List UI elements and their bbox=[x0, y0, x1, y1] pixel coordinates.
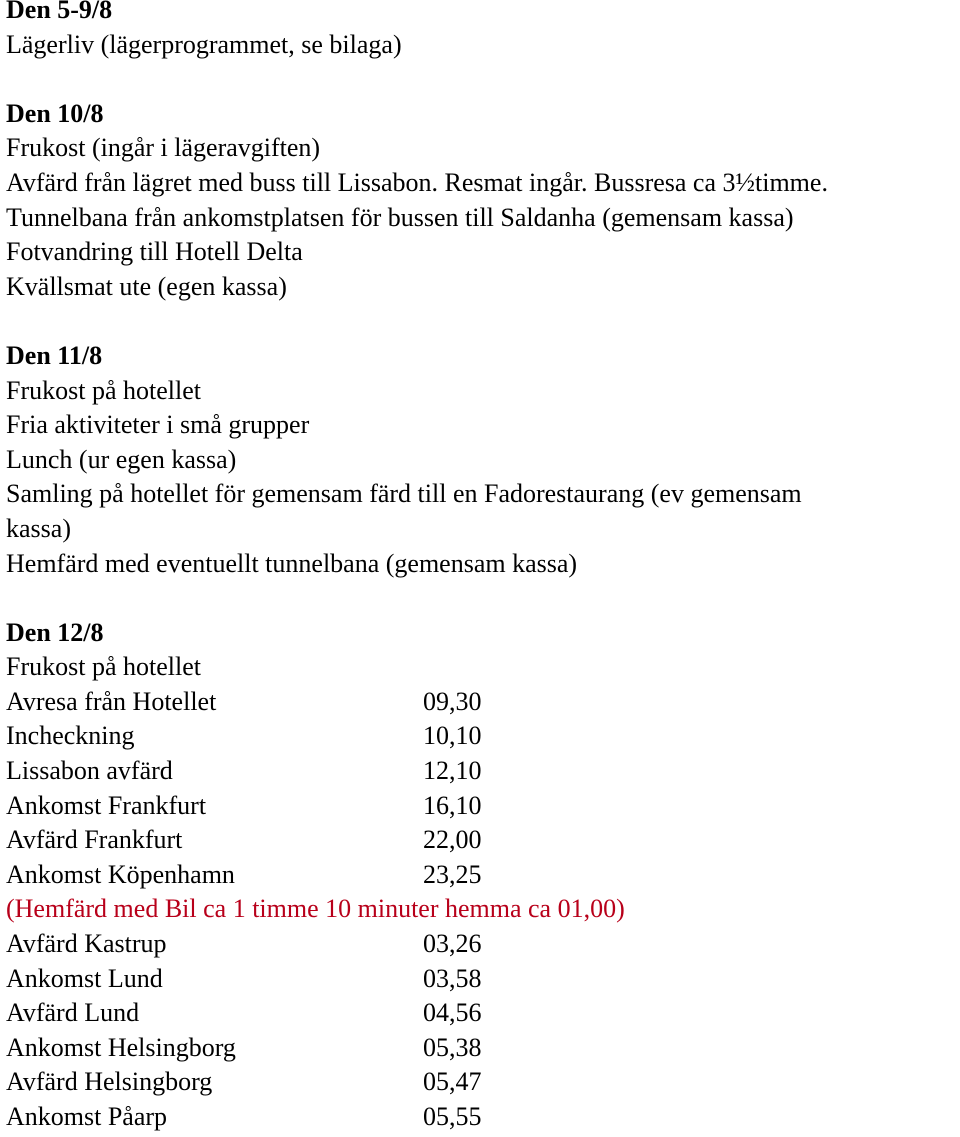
day-section-11 bbox=[6, 339, 956, 581]
schedule-time: 12,10 bbox=[423, 756, 482, 786]
schedule-row bbox=[6, 1100, 956, 1135]
schedule-row bbox=[6, 858, 956, 893]
activity-line: Frukost (ingår i lägeravgiften) bbox=[6, 133, 321, 163]
schedule-row bbox=[6, 754, 956, 789]
schedule-time: 10,10 bbox=[423, 721, 482, 751]
schedule-time: 16,10 bbox=[423, 790, 482, 820]
schedule-time: 05,55 bbox=[423, 1102, 482, 1131]
day-heading: Den 11/8 bbox=[6, 340, 103, 370]
schedule-label: Ankomst Frankfurt bbox=[6, 790, 207, 820]
activity-line: kassa) bbox=[6, 513, 71, 543]
activity-line: Samling på hotellet för gemensam färd till en Fadorestaurang (ev gemensam bbox=[6, 479, 802, 509]
schedule-label: Avfärd Helsingborg bbox=[6, 1067, 213, 1097]
section-spacer bbox=[6, 304, 956, 339]
day-heading: Den 12/8 bbox=[6, 617, 104, 647]
schedule-time: 23,25 bbox=[423, 859, 482, 889]
day-section-10 bbox=[6, 97, 956, 305]
schedule-row bbox=[6, 1065, 956, 1100]
schedule-label: Avfärd Lund bbox=[6, 998, 140, 1028]
activity-line: Tunnelbana från ankomstplatsen för bussen till Saldanha (gemensam kassa) bbox=[6, 202, 794, 232]
schedule-label: Ankomst Helsingborg bbox=[6, 1032, 236, 1062]
schedule-time: 09,30 bbox=[423, 686, 482, 716]
schedule-time: 03,26 bbox=[423, 929, 482, 959]
schedule-row bbox=[6, 962, 956, 997]
schedule-row bbox=[6, 789, 956, 824]
activity-line: Lunch (ur egen kassa) bbox=[6, 444, 237, 474]
itinerary-document bbox=[6, 0, 956, 1135]
activity-line: Frukost på hotellet bbox=[6, 652, 201, 682]
activity-line: Lägerliv (lägerprogrammet, se bilaga) bbox=[6, 29, 402, 59]
day-section-5-9 bbox=[6, 0, 956, 62]
schedule-time: 22,00 bbox=[423, 825, 482, 855]
schedule-time: 03,58 bbox=[423, 963, 482, 993]
section-spacer bbox=[6, 62, 956, 97]
activity-line: Kvällsmat ute (egen kassa) bbox=[6, 271, 287, 301]
day-heading: Den 5-9/8 bbox=[6, 0, 113, 24]
schedule-row bbox=[6, 927, 956, 962]
schedule-label: Incheckning bbox=[6, 721, 135, 751]
schedule-time: 05,38 bbox=[423, 1032, 482, 1062]
schedule-row bbox=[6, 823, 956, 858]
schedule-row bbox=[6, 1031, 956, 1066]
activity-line: Frukost på hotellet bbox=[6, 375, 201, 405]
car-trip-note: (Hemfärd med Bil ca 1 timme 10 minuter hemma ca 01,00) bbox=[6, 894, 625, 924]
activity-line: Hemfärd med eventuellt tunnelbana (gemensam kassa) bbox=[6, 548, 578, 578]
activity-line: Avfärd från lägret med buss till Lissabon. Resmat ingår. Bussresa ca 3½timme. bbox=[6, 167, 828, 197]
schedule-label: Ankomst Köpenhamn bbox=[6, 859, 235, 889]
schedule-row bbox=[6, 685, 956, 720]
activity-line: Fotvandring till Hotell Delta bbox=[6, 237, 303, 267]
schedule-label: Avresa från Hotellet bbox=[6, 686, 217, 716]
activity-line: Fria aktiviteter i små grupper bbox=[6, 410, 310, 440]
schedule-time: 05,47 bbox=[423, 1067, 482, 1097]
schedule-label: Lissabon avfärd bbox=[6, 756, 173, 786]
schedule-row bbox=[6, 996, 956, 1031]
section-spacer bbox=[6, 581, 956, 616]
day-heading: Den 10/8 bbox=[6, 98, 104, 128]
day-section-12 bbox=[6, 616, 956, 1135]
schedule-label: Avfärd Kastrup bbox=[6, 929, 167, 959]
schedule-label: Avfärd Frankfurt bbox=[6, 825, 183, 855]
schedule-row bbox=[6, 719, 956, 754]
schedule-label: Ankomst Påarp bbox=[6, 1102, 168, 1131]
schedule-time: 04,56 bbox=[423, 998, 482, 1028]
schedule-label: Ankomst Lund bbox=[6, 963, 163, 993]
